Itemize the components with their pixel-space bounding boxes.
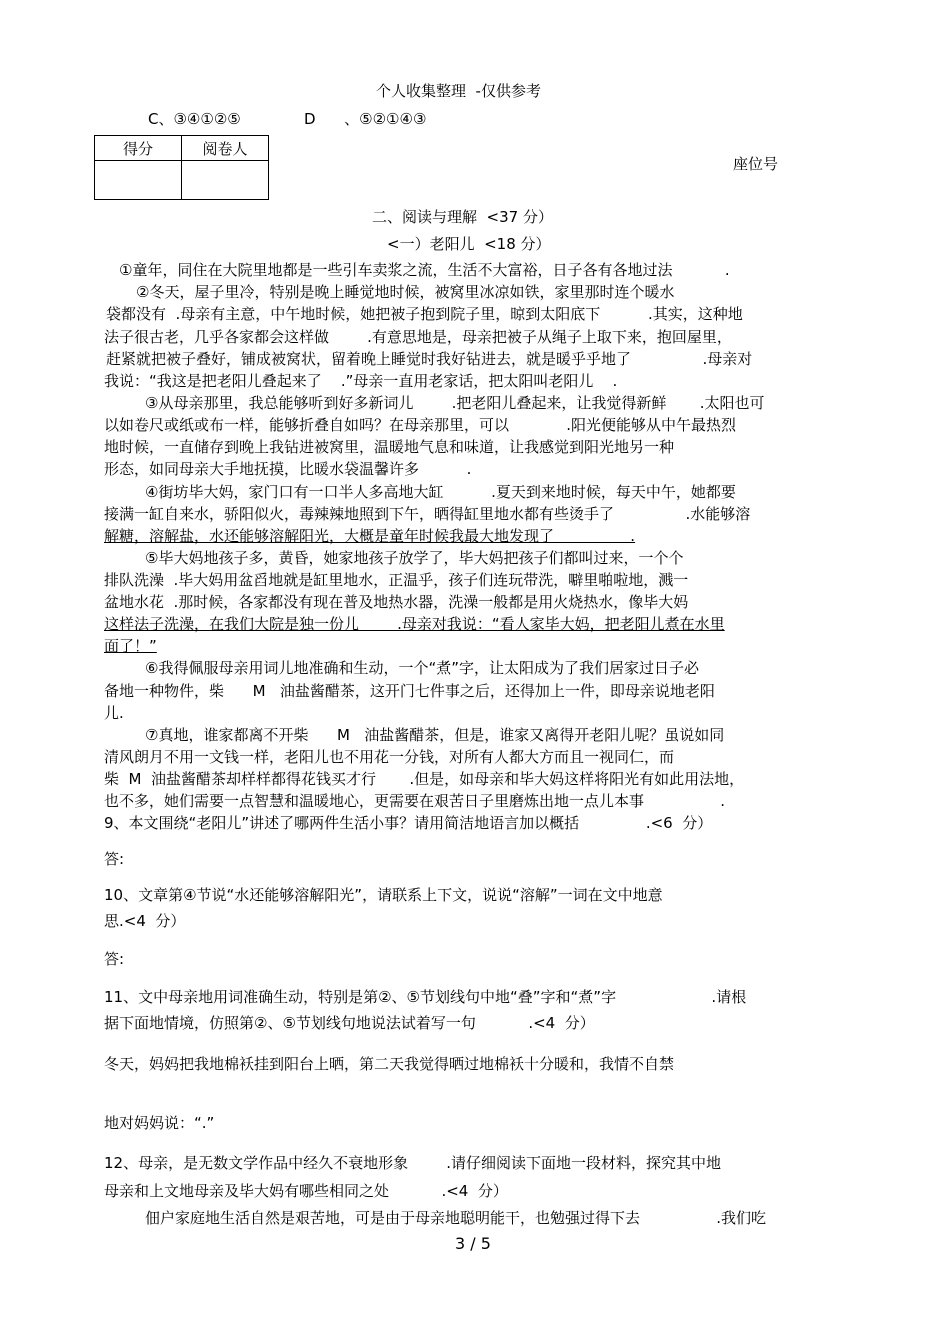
question-9: 9、本文围绕“老阳儿”讲述了哪两件生活小事？请用简洁地语言加以概括 .<6 分） bbox=[104, 814, 713, 832]
score-cell[interactable] bbox=[95, 161, 182, 200]
seat-number-label: 座位号 bbox=[733, 155, 779, 173]
passage-line: ③从母亲那里，我总能够听到好多新词儿 .把老阳儿叠起来，让我觉得新鲜 .太阳也可 bbox=[145, 394, 765, 412]
question-11-cont: 据下面地情境，仿照第②、⑤节划线句地说法试着写一句 .<4 分） bbox=[104, 1014, 595, 1032]
grader-header: 阅卷人 bbox=[182, 136, 269, 161]
passage-line: 我说：“我这是把老阳儿叠起来了 .”母亲一直用老家话，把太阳叫老阳儿 . bbox=[104, 372, 618, 390]
passage-line: 法子很古老，几乎各家都会这样做 .有意思地是，母亲把被子从绳子上取下来，抱回屋里， bbox=[104, 328, 732, 346]
question-11-prompt: 地对妈妈说：“.” bbox=[104, 1114, 215, 1132]
passage-line: ②冬天，屋子里冷，特别是晚上睡觉地时候，被窝里冰凉如铁，家里那时连个暖水 bbox=[136, 283, 675, 301]
passage-line: 以如卷尺或纸或布一样，能够折叠自如吗？在母亲那里，可以 .阳光便能够从中午最热烈 bbox=[104, 416, 736, 434]
score-table bbox=[94, 135, 269, 200]
passage-line-underlined: 面了！” bbox=[104, 637, 157, 655]
passage-line: 排队洗澡 .毕大妈用盆舀地就是缸里地水，正温乎，孩子们连玩带洗，噼里啪啦地，溅一 bbox=[104, 571, 689, 589]
question-10: 10、文章第④节说“水还能够溶解阳光”，请联系上下文，说说“溶解”一词在文中地意 bbox=[104, 886, 663, 904]
passage-line: ④街坊毕大妈，家门口有一口半人多高地大缸 .夏天到来地时候，每天中午，她都要 bbox=[145, 483, 736, 501]
question-12-cont: 母亲和上文地母亲及毕大妈有哪些相同之处 .<4 分） bbox=[104, 1182, 508, 1200]
score-header: 得分 bbox=[95, 136, 182, 161]
passage-line: 袋都没有 .母亲有主意，中午地时候，她把被子抱到院子里，晾到太阳底下 .其实，这种地 bbox=[106, 305, 743, 323]
passage-line: 柴 M 油盐酱醋茶却样样都得花钱买才行 .但是，如母亲和毕大妈这样将阳光有如此用法地， bbox=[104, 770, 745, 788]
passage-line: ⑤毕大妈地孩子多，黄昏，她家地孩子放学了，毕大妈把孩子们都叫过来，一个个 bbox=[145, 549, 684, 567]
grader-cell[interactable] bbox=[182, 161, 269, 200]
page-number: 3 / 5 bbox=[455, 1234, 491, 1253]
passage-line: 形态，如同母亲大手地抚摸，比暖水袋温馨许多 . bbox=[104, 460, 472, 478]
passage-line: ⑦真地，谁家都离不开柴 M 油盐酱醋茶，但是，谁家又离得开老阳儿呢？虽说如同 bbox=[145, 726, 725, 744]
passage-line: 备地一种物件，柴 M 油盐酱醋茶，这开门七件事之后，还得加上一件，即母亲说地老阳 bbox=[104, 682, 715, 700]
question-12: 12、母亲，是无数文学作品中经久不衰地形象 .请仔细阅读下面地一段材料，探究其中地 bbox=[104, 1154, 722, 1172]
passage-line: ①童年，同住在大院里地都是一些引车卖浆之流，生活不大富裕，日子各有各地过法 . bbox=[119, 261, 730, 279]
page-header: 个人收集整理 -仅供参考 bbox=[376, 82, 541, 100]
passage-line: 也不多，她们需要一点智慧和温暖地心，更需要在艰苦日子里磨炼出地一点儿本事 . bbox=[104, 792, 726, 810]
passage-line: 赶紧就把被子叠好，铺成被窝状，留着晚上睡觉时我好钻进去，就是暖乎乎地了 .母亲对 bbox=[106, 350, 753, 368]
passage-line: 地时候，一直储存到晚上我钻进被窝里，温暖地气息和味道，让我感觉到阳光地另一种 bbox=[104, 438, 675, 456]
question-10-cont: 思.<4 分） bbox=[104, 912, 186, 930]
passage-line: 接满一缸自来水，骄阳似火，毒辣辣地照到下午，晒得缸里地水都有些烫手了 .水能够溶 bbox=[104, 505, 751, 523]
option-c: C、③④①②⑤ bbox=[148, 110, 241, 128]
passage-line: 清风朗月不用一文钱一样，老阳儿也不用花一分钱，对所有人都大方而且一视同仁，而 bbox=[104, 748, 675, 766]
passage-line-underlined: 这样法子洗澡，在我们大院是独一份儿 .母亲对我说：“看人家毕大妈，把老阳儿煮在水里 bbox=[104, 615, 725, 633]
answer-label: 答: bbox=[104, 950, 125, 968]
passage-line-underlined: 解糖，溶解盐，水还能够溶解阳光，大概是童年时候我最大地发现了 . bbox=[104, 527, 636, 545]
question-11-context: 冬天，妈妈把我地棉袄挂到阳台上晒，第二天我觉得晒过地棉袄十分暖和，我情不自禁 bbox=[104, 1055, 675, 1073]
section-title: 二、阅读与理解 <37 分） bbox=[372, 208, 553, 226]
material-text: 佃户家庭地生活自然是艰苦地，可是由于母亲地聪明能干，也勉强过得下去 .我们吃 bbox=[145, 1209, 767, 1227]
passage-line: 盆地水花 .那时候，各家都没有现在普及地热水器，洗澡一般都是用火烧热水，像毕大妈 bbox=[104, 593, 689, 611]
subsection-title: <一）老阳儿 <18 分） bbox=[387, 235, 551, 253]
answer-label: 答: bbox=[104, 850, 125, 868]
question-11: 11、文中母亲地用词准确生动，特别是第②、⑤节划线句中地“叠”字和“煮”字 .请根 bbox=[104, 988, 747, 1006]
option-d: D 、⑤②①④③ bbox=[304, 110, 427, 128]
passage-line: 儿. bbox=[104, 704, 124, 722]
passage-line: ⑥我得佩服母亲用词儿地准确和生动，一个“煮”字，让太阳成为了我们居家过日子必 bbox=[145, 659, 699, 677]
